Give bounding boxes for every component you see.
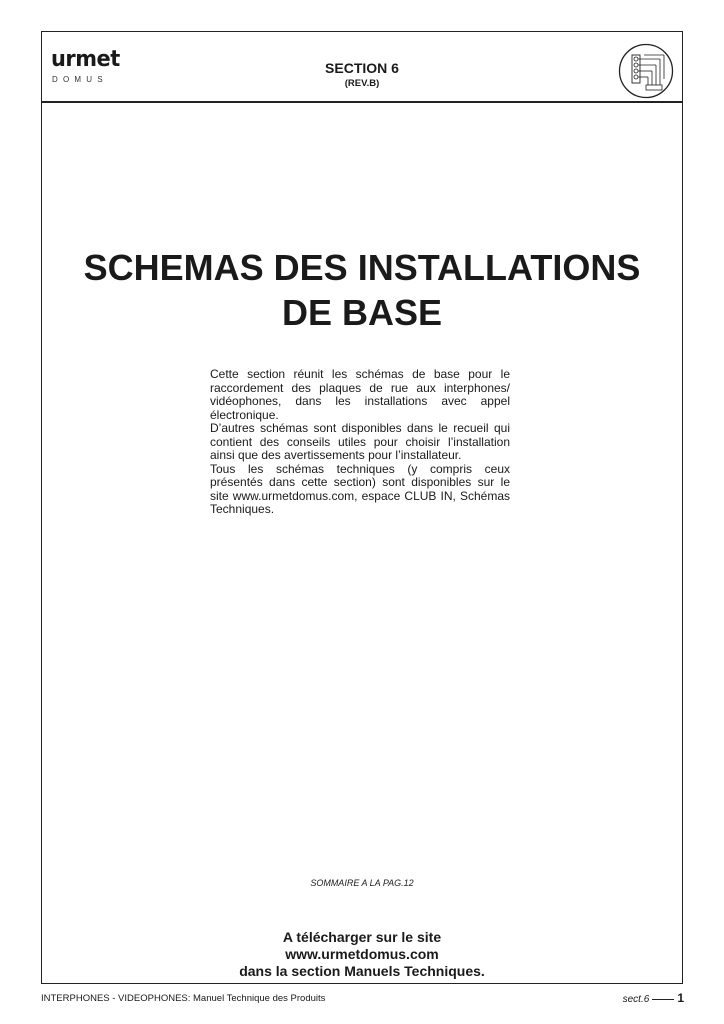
intro-text: [210, 368, 510, 517]
page-number: 1: [677, 991, 684, 1005]
wiring-diagram-seal-icon: [618, 43, 674, 99]
footer-page-ref: [623, 991, 684, 1007]
section-title: SECTION 6: [325, 60, 399, 76]
summary-note: SOMMAIRE A LA PAG.12: [310, 878, 414, 888]
urmet-domus-logo: [51, 47, 120, 87]
intro-paragraph-2: D’autres schémas sont disponibles dans le recueil qui contient des conseils utiles pour choisir l’installation ainsi que des avertissements pour l’installateur.: [210, 421, 510, 462]
intro-paragraph-1: Cette section réunit les schémas de base pour le raccordement des plaques de rue aux interphones/ vidéophones, dans les installations avec appel électronique.: [210, 367, 510, 422]
footer-manual-title: INTERPHONES - VIDEOPHONES: Manuel Technique des Produits: [41, 993, 326, 1004]
header-rule: [41, 101, 683, 103]
logo-subtitle: DOMUS: [52, 75, 108, 84]
download-line-1: A télécharger sur le site: [282, 929, 442, 945]
footer-dash: [652, 999, 674, 1000]
page-title: [60, 245, 664, 335]
download-url: www.urmetdomus.com: [285, 946, 439, 962]
footer-section: sect.6: [622, 994, 650, 1005]
page-title-line-1: SCHEMAS DES INSTALLATIONS: [83, 247, 641, 288]
page-title-line-2: DE BASE: [281, 292, 443, 333]
section-revision: (REV.B): [344, 78, 380, 89]
logo-brand: urmet: [51, 47, 120, 72]
intro-paragraph-3: Tous les schémas techniques (y compris ceux présentés dans cette section) sont disponibles sur le site www.urmetdomus.com, espace CLUB IN, Schémas Techniques.: [210, 461, 510, 516]
download-line-3: dans la section Manuels Techniques.: [239, 963, 485, 979]
download-notice: [160, 929, 564, 980]
